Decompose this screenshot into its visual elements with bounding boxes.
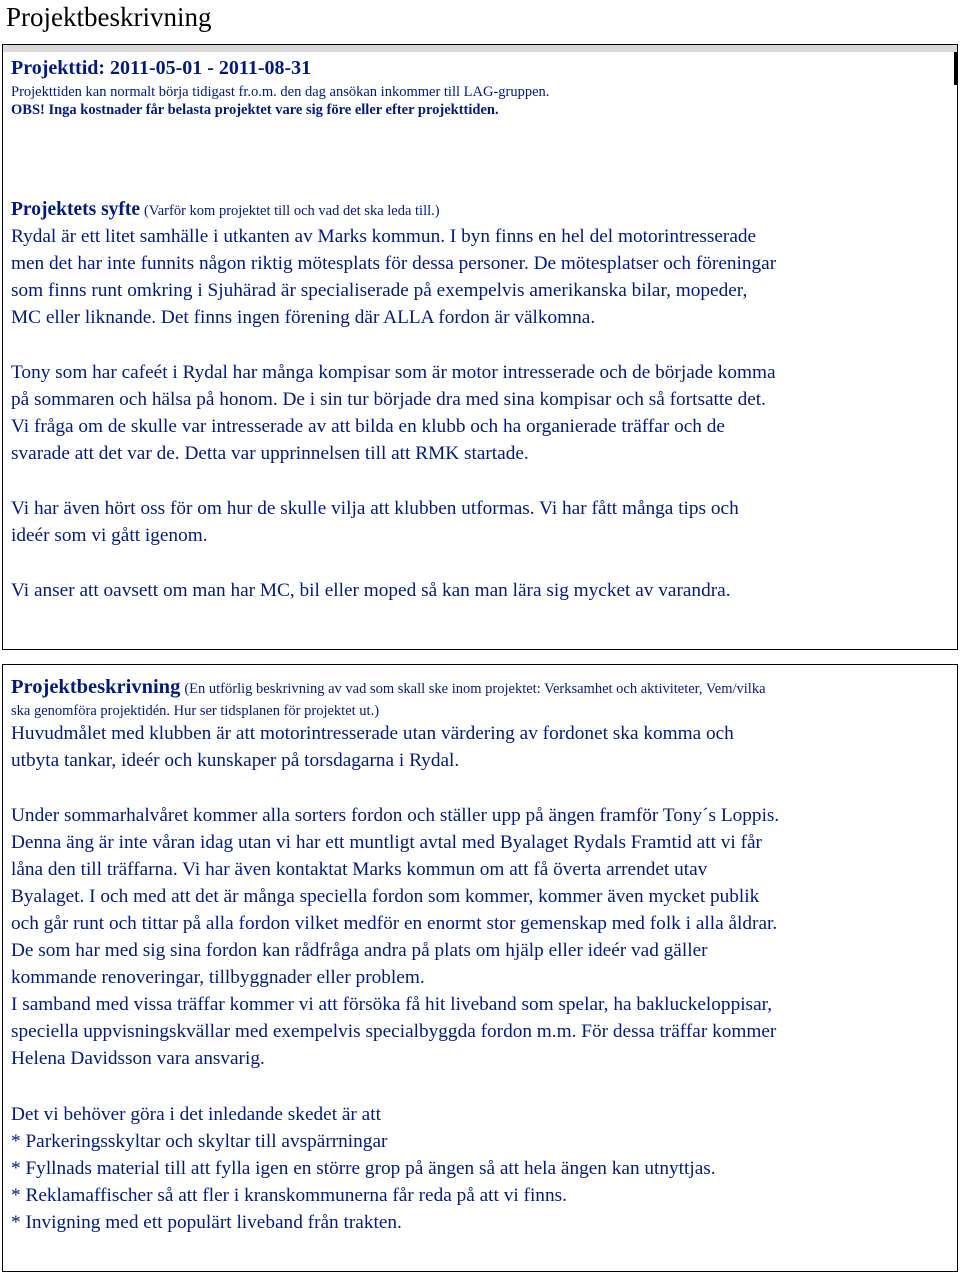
text-line: kommande renoveringar, tillbyggnader eller problem. <box>11 967 425 988</box>
list-item: * Invigning med ett populärt liveband från trakten. <box>11 1212 402 1233</box>
period-note: Projekttiden kan normalt börja tidigast fr.o.m. den dag ansökan inkommer till LAG-gruppen. <box>11 84 550 100</box>
list-item: * Parkeringsskyltar och skyltar till avspärrningar <box>11 1131 388 1152</box>
text-line: speciella uppvisningskvällar med exempelvis specialbyggda fordon m.m. För dessa träffar kommer <box>11 1021 777 1042</box>
obs-note: OBS! Inga kostnader får belasta projektet vare sig före eller efter projekttiden. <box>11 102 499 118</box>
text-line: Denna äng är inte våran idag utan vi har ett muntligt avtal med Byalaget Rydals Framtid att vi får <box>11 832 762 853</box>
text-line: I samband med vissa träffar kommer vi att försöka få hit liveband som spelar, ha bakluckeloppisar, <box>11 994 773 1015</box>
purpose-heading-line <box>11 196 440 225</box>
project-period: Projekttid: 2011-05-01 - 2011-08-31 <box>11 57 312 79</box>
project-description-section <box>2 664 958 1272</box>
text-line: Byalaget. I och med att det är många speciella fordon som kommer, kommer även mycket publik <box>11 886 760 907</box>
description-subheading: (En utförlig beskrivning av vad som skall ske inom projektet: Verksamhet och aktiviteter, Vem/vilka <box>184 681 766 697</box>
page-title: Projektbeskrivning <box>6 2 212 32</box>
text-line: Rydal är ett litet samhälle i utkanten av Marks kommun. I byn finns en hel del motorintresserade <box>11 226 757 247</box>
text-line: MC eller liknande. Det finns ingen förening där ALLA fordon är välkomna. <box>11 307 596 328</box>
text-line: Vi anser att oavsett om man har MC, bil eller moped så kan man lära sig mycket av varandra. <box>11 580 731 601</box>
text-line: utbyta tankar, ideér och kunskaper på torsdagarna i Rydal. <box>11 750 460 771</box>
purpose-subheading: (Varför kom projektet till och vad det ska leda till.) <box>144 203 440 219</box>
description-subheading-cont: ska genomföra projektidén. Hur ser tidsplanen för projektet ut.) <box>11 703 380 719</box>
text-line: De som har med sig sina fordon kan rådfråga andra på plats om hjälp eller ideér vad gäller <box>11 940 708 961</box>
description-heading: Projektbeskrivning <box>11 676 181 698</box>
text-line: men det har inte funnits någon riktig mötesplats för dessa personer. De mötesplatser och föreningar <box>11 253 777 274</box>
text-line: Vi har även hört oss för om hur de skulle vilja att klubben utformas. Vi har fått många tips och <box>11 498 739 519</box>
text-line: Helena Davidsson vara ansvarig. <box>11 1048 265 1069</box>
text-line: Vi fråga om de skulle var intresserade av att bilda en klubb och ha organierade träffar och de <box>11 416 725 437</box>
text-line: och går runt och tittar på alla fordon vilket medför en enormt stor gemenskap med folk i alla åldrar. <box>11 913 778 934</box>
list-item: * Fyllnads material till att fylla igen en större grop på ängen så att hela ängen kan utnyttjas. <box>11 1158 716 1179</box>
list-item: * Reklamaffischer så att fler i kranskommunerna får reda på att vi finns. <box>11 1185 567 1206</box>
description-heading-line <box>11 674 766 702</box>
purpose-heading: Projektets syfte <box>11 199 141 220</box>
text-line: Tony som har cafeét i Rydal har många kompisar som är motor intresserade och de började komma <box>11 362 776 383</box>
text-line: Det vi behöver göra i det inledande skedet är att <box>11 1104 381 1125</box>
text-line: på sommaren och hälsa på honom. De i sin tur började dra med sina kompisar och så fortsatte det. <box>11 389 766 410</box>
text-line: Under sommarhalvåret kommer alla sorters fordon och ställer upp på ängen framför Tony´s Loppis. <box>11 805 780 826</box>
border-tick <box>954 52 957 85</box>
text-line: svarade att det var de. Detta var upprinnelsen till att RMK startade. <box>11 443 529 464</box>
text-line: låna den till träffarna. Vi har även kontaktat Marks kommun om att få överta arrendet utav <box>11 859 708 880</box>
text-line: Huvudmålet med klubben är att motorintresserade utan värdering av fordonet ska komma och <box>11 723 734 744</box>
project-period-section <box>2 44 958 650</box>
text-line: ideér som vi gått igenom. <box>11 525 208 546</box>
text-line: som finns runt omkring i Sjuhärad är specialiserade på exempelvis amerikanska bilar, mopeder, <box>11 280 748 301</box>
header-strip <box>3 45 957 52</box>
